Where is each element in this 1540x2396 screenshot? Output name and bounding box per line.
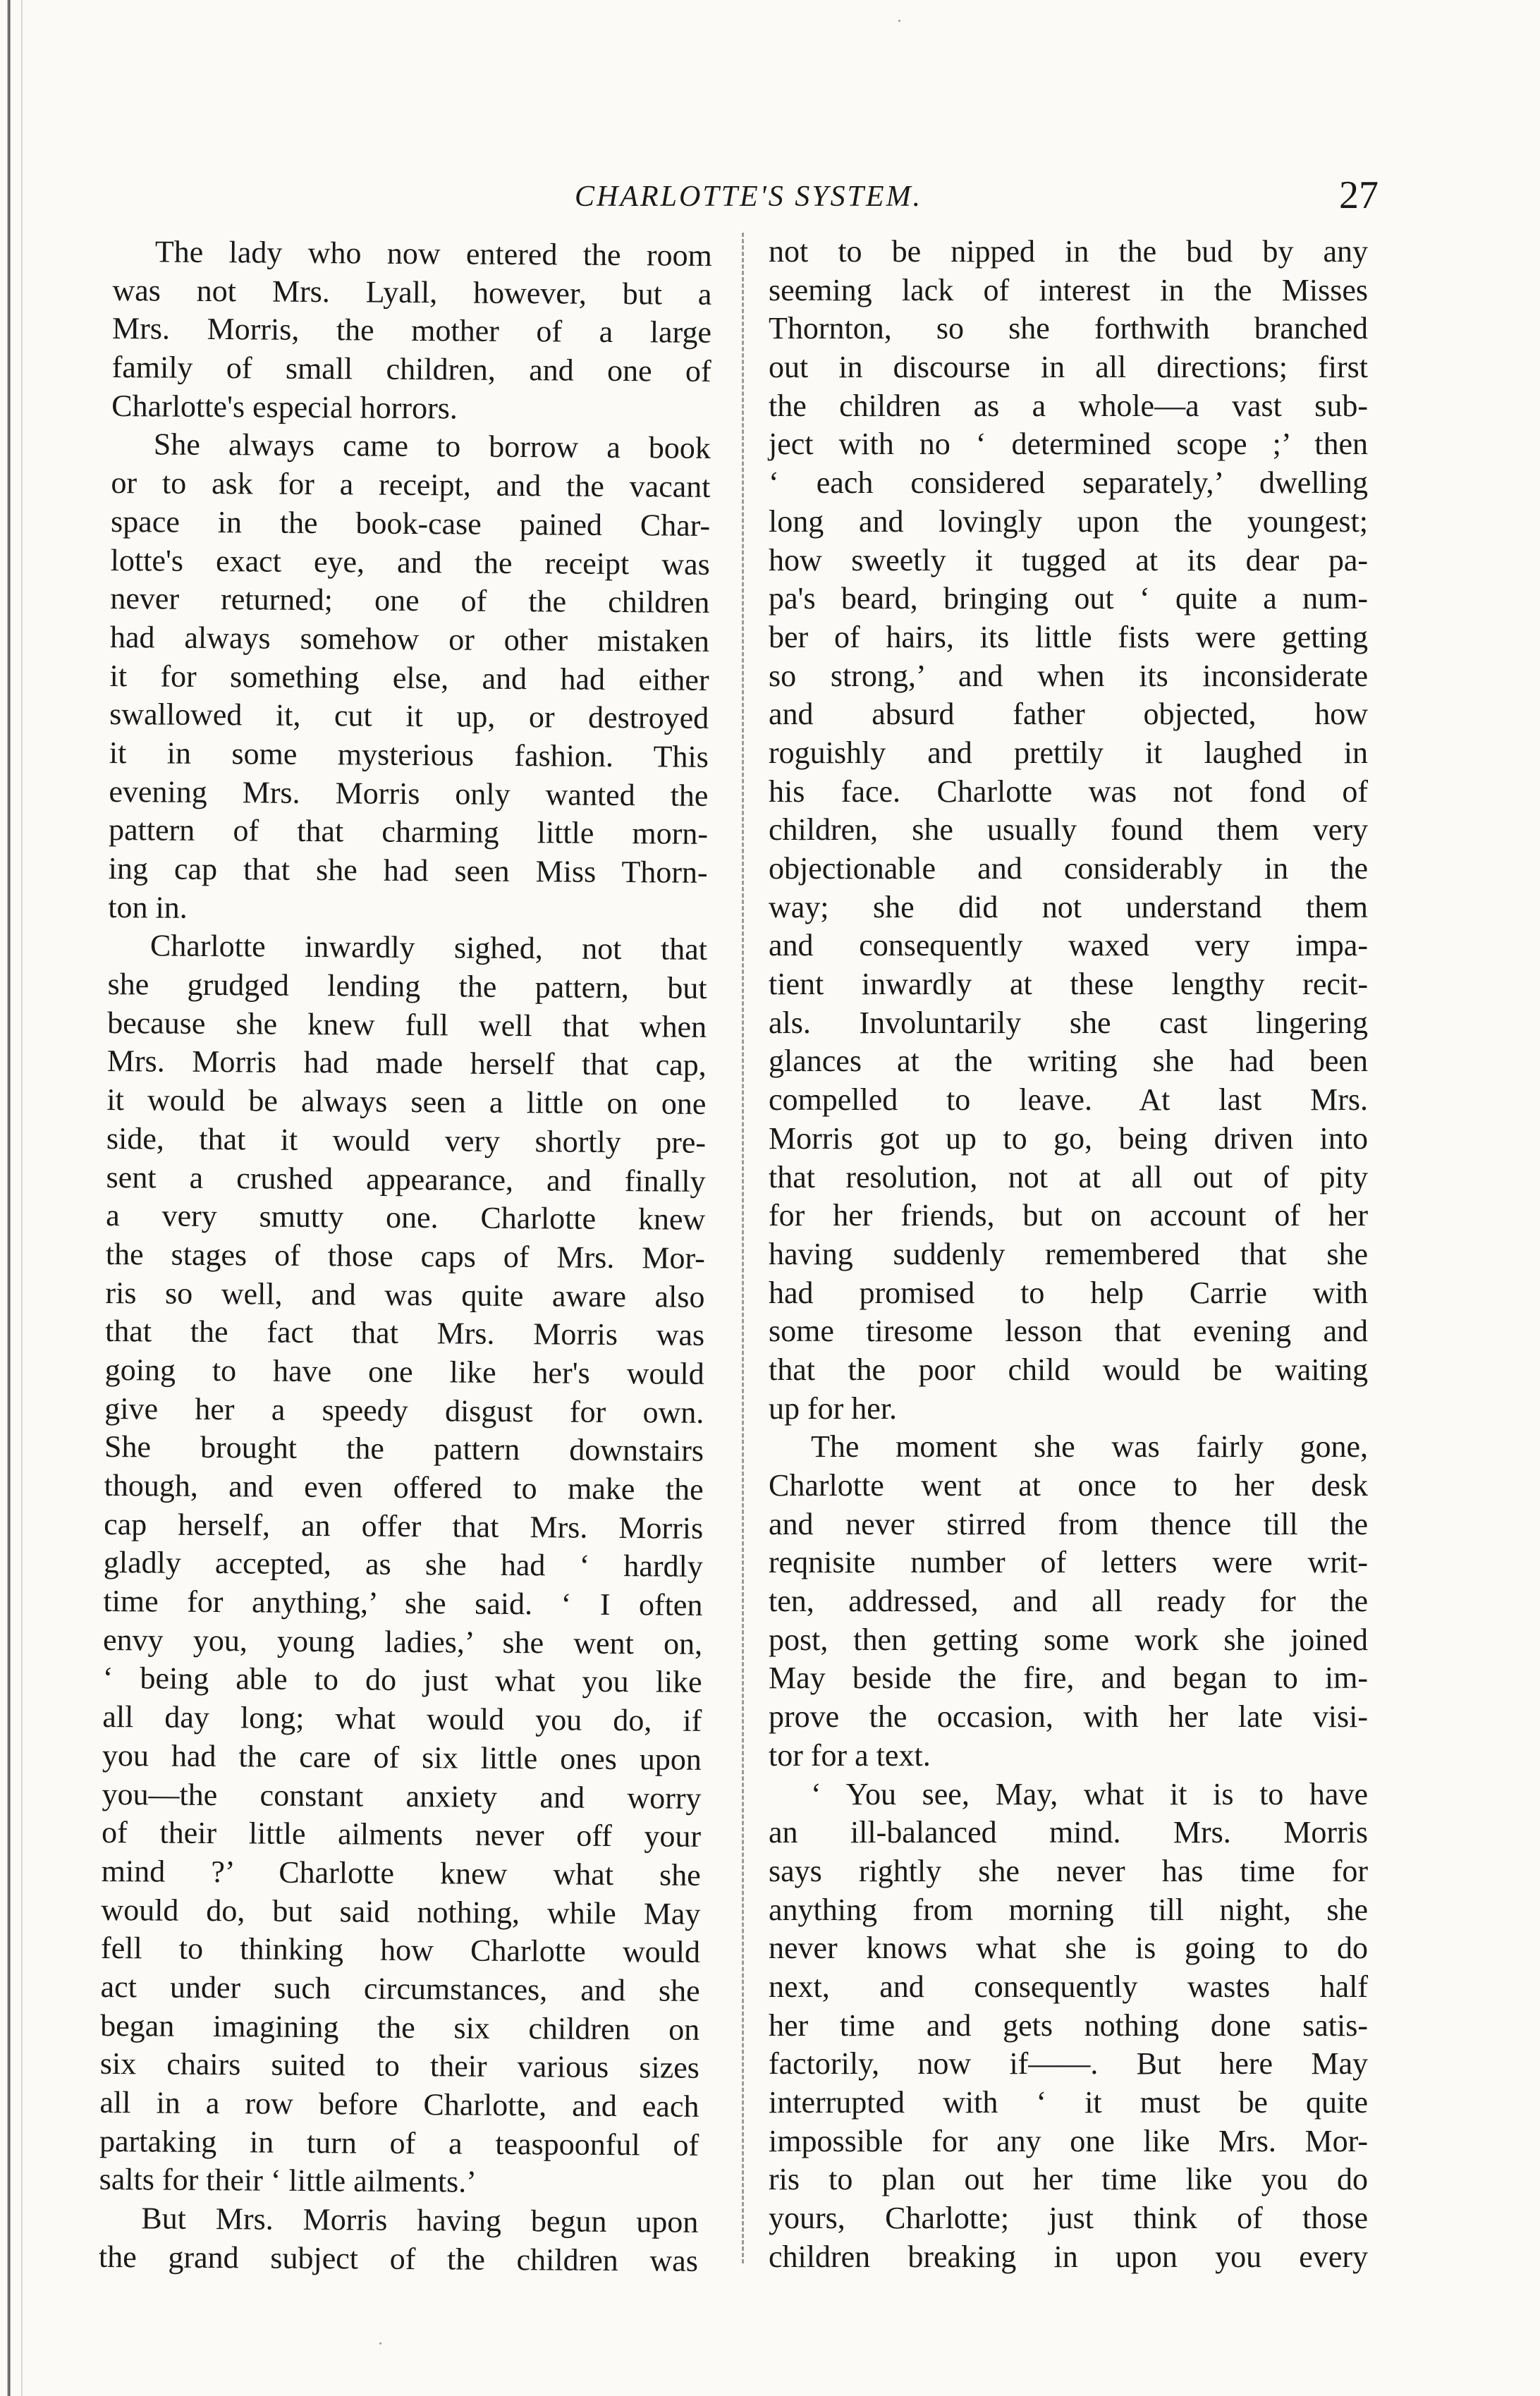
text-line: that the fact that Mrs. Morris was <box>104 1314 705 1353</box>
text-line: all in a row before Charlotte, and each <box>99 2084 699 2124</box>
text-line: objectionable and considerably in the <box>769 851 1368 886</box>
text-line: children breaking in upon you every <box>769 2239 1368 2274</box>
text-line: interrupted with ‘ it must be quite <box>769 2085 1368 2120</box>
text-line: reqnisite number of letters were writ- <box>769 1545 1368 1580</box>
text-line: mind ?’ Charlotte knew what she <box>101 1853 701 1893</box>
text-line: would do, but said nothing, while May <box>101 1892 701 1931</box>
text-line: ‘ You see, May, what it is to have <box>811 1776 1368 1811</box>
text-line: of their little ailments never off your <box>101 1815 702 1854</box>
text-line: tient inwardly at these lengthy recit- <box>769 967 1368 1002</box>
text-line: because she knew full well that when <box>107 1005 707 1044</box>
text-line: ton in. <box>108 889 188 925</box>
text-line: out in discourse in all directions; first <box>769 350 1368 385</box>
text-line: give her a speedy disgust for own. <box>104 1390 704 1430</box>
text-line: the grand subject of the children was <box>98 2239 699 2278</box>
text-line: seeming lack of interest in the Misses <box>769 272 1368 307</box>
text-line: never returned; one of the children <box>110 581 710 621</box>
text-line: ing cap that she had seen Miss Thorn- <box>108 850 708 890</box>
text-line: some tiresome lesson that evening and <box>769 1314 1368 1349</box>
text-line: cap herself, an offer that Mrs. Morris <box>104 1506 704 1546</box>
text-line: factorily, now if——. But here May <box>769 2046 1368 2082</box>
scan-edge-line-faint <box>21 0 23 2396</box>
text-line: was not Mrs. Lyall, however, but a <box>112 272 712 312</box>
text-line: ber of hairs, its little fists were getting <box>769 619 1368 654</box>
text-line: an ill-balanced mind. Mrs. Morris <box>769 1815 1368 1850</box>
text-line: and consequently waxed very impa- <box>769 928 1368 963</box>
text-line: prove the occasion, with her late visi- <box>769 1699 1368 1735</box>
text-line: that resolution, not at all out of pity <box>769 1159 1368 1194</box>
scan-speck <box>898 20 900 22</box>
text-line: fell to thinking how Charlotte would <box>100 1931 701 1970</box>
text-line: ‘ being able to do just what you like <box>102 1661 702 1700</box>
text-line: up for her. <box>769 1390 898 1426</box>
text-line: ‘ each considered separately,’ dwelling <box>769 465 1368 501</box>
text-line: it for something else, and had either <box>109 658 709 697</box>
text-line: time for anything,’ she said. ‘ I often <box>103 1584 703 1622</box>
running-title: CHARLOTTE'S SYSTEM. <box>575 181 923 213</box>
text-line: had promised to help Carrie with <box>769 1275 1368 1310</box>
text-line: swallowed it, cut it up, or destroyed <box>109 697 709 736</box>
text-line: But Mrs. Morris having begun upon <box>141 2201 699 2239</box>
text-line: evening Mrs. Morris only wanted the <box>109 774 709 813</box>
text-line: long and lovingly upon the youngest; <box>769 503 1368 539</box>
text-line: his face. Charlotte was not fond of <box>769 774 1368 809</box>
text-line: or to ask for a receipt, and the vacant <box>111 465 711 505</box>
text-line: ris so well, and was quite aware also <box>105 1275 705 1314</box>
text-line: salts for their ‘ little ailments.’ <box>99 2162 477 2200</box>
text-line: ris to plan out her time like you do <box>769 2162 1368 2197</box>
text-line: She always came to borrow a book <box>153 427 711 466</box>
text-line: glances at the writing she had been <box>769 1044 1368 1079</box>
text-line: having suddenly remembered that she <box>769 1236 1368 1271</box>
text-line: how sweetly it tugged at its dear pa- <box>769 542 1368 577</box>
text-line: ten, addressed, and all ready for the <box>769 1584 1368 1619</box>
text-line: all day long; what would you do, if <box>102 1699 702 1739</box>
text-line: May beside the fire, and began to im- <box>769 1661 1368 1696</box>
text-line: compelled to leave. At last Mrs. <box>769 1082 1368 1118</box>
left-text-column <box>98 233 712 2278</box>
text-line: Thornton, so she forthwith branched <box>769 311 1368 346</box>
text-line: Mrs. Morris, the mother of a large <box>111 311 712 350</box>
text-line: Charlotte went at once to her desk <box>769 1468 1368 1503</box>
text-line: it in some mysterious fashion. This <box>109 735 709 774</box>
text-line: it would be always seen a little on one <box>106 1082 707 1122</box>
text-line: tor for a text. <box>769 1737 931 1773</box>
page-header <box>116 173 1379 229</box>
text-line: pa's beard, bringing out ‘ quite a num- <box>769 581 1368 616</box>
text-line: and never stirred from thence till the <box>769 1506 1368 1541</box>
text-line: sent a crushed appearance, and finally <box>106 1159 706 1199</box>
text-line: never knows what she is going to do <box>769 1931 1368 1966</box>
text-line: impossible for any one like Mrs. Mor- <box>769 2123 1368 2158</box>
text-line: ject with no ‘ determined scope ;’ then <box>769 427 1368 462</box>
text-line: pattern of that charming little morn- <box>108 812 709 852</box>
text-line: partaking in turn of a teaspoonful of <box>99 2123 699 2163</box>
text-line: you—the constant anxiety and worry <box>102 1776 702 1816</box>
text-line: She brought the pattern downstairs <box>104 1429 704 1469</box>
text-line: for her friends, but on account of her <box>769 1198 1368 1233</box>
text-line: als. Involuntarily she cast lingering <box>769 1005 1368 1040</box>
text-line: had always somehow or other mistaken <box>109 619 710 659</box>
text-line: lotte's exact eye, and the receipt was <box>110 542 710 582</box>
right-text-column <box>769 233 1368 2274</box>
text-line: Charlotte inwardly sighed, not that <box>149 928 708 967</box>
text-line: the stages of those caps of Mrs. Mor- <box>105 1236 706 1276</box>
text-line: space in the book-case pained Char- <box>110 503 711 543</box>
text-line: gladly accepted, as she had ‘ hardly <box>103 1545 703 1584</box>
text-line: family of small children, and one of <box>111 350 711 389</box>
text-line: envy you, young ladies,’ she went on, <box>102 1622 703 1661</box>
text-line: so strong,’ and when its inconsiderate <box>769 658 1368 693</box>
text-line: The lady who now entered the room <box>154 234 712 273</box>
text-line: a very smutty one. Charlotte knew <box>106 1198 706 1237</box>
text-line: anything from morning till night, she <box>769 1892 1368 1927</box>
text-line: began imagining the six children on <box>100 2007 700 2047</box>
text-line: says rightly she never has time for <box>769 1853 1368 1888</box>
text-line: Charlotte's especial horrors. <box>111 388 458 426</box>
text-line: act under such circumstances, and she <box>100 1969 700 2008</box>
text-line: Mrs. Morris had made herself that cap, <box>106 1044 707 1083</box>
scan-speck <box>379 2342 381 2345</box>
text-line: you had the care of six little ones upon <box>102 1737 702 1777</box>
text-line: side, that it would very shortly pre- <box>106 1120 707 1160</box>
scan-edge-line <box>7 0 11 2396</box>
text-line: roguishly and prettily it laughed in <box>769 735 1368 770</box>
text-line: and absurd father objected, how <box>769 697 1368 732</box>
text-line: not to be nipped in the bud by any <box>769 234 1368 269</box>
text-line: going to have one like her's would <box>104 1352 704 1391</box>
text-line: she grudged lending the pattern, but <box>107 967 707 1006</box>
text-line: Morris got up to go, being driven into <box>769 1120 1368 1156</box>
text-line: her time and gets nothing done satis- <box>769 2007 1368 2043</box>
text-line: that the poor child would be waiting <box>769 1352 1368 1387</box>
text-line: way; she did not understand them <box>769 889 1368 924</box>
text-line: six chairs suited to their various sizes <box>99 2046 700 2086</box>
text-line: the children as a whole—a vast sub- <box>769 388 1368 423</box>
text-line: children, she usually found them very <box>769 812 1368 848</box>
page-number: 27 <box>1339 173 1379 217</box>
text-line: though, and even offered to make the <box>104 1467 704 1507</box>
text-line: post, then getting some work she joined <box>769 1622 1368 1657</box>
column-divider <box>742 233 744 2263</box>
text-line: yours, Charlotte; just think of those <box>769 2201 1368 2236</box>
text-line: next, and consequently wastes half <box>769 1969 1368 2004</box>
text-line: The moment she was fairly gone, <box>811 1429 1368 1465</box>
